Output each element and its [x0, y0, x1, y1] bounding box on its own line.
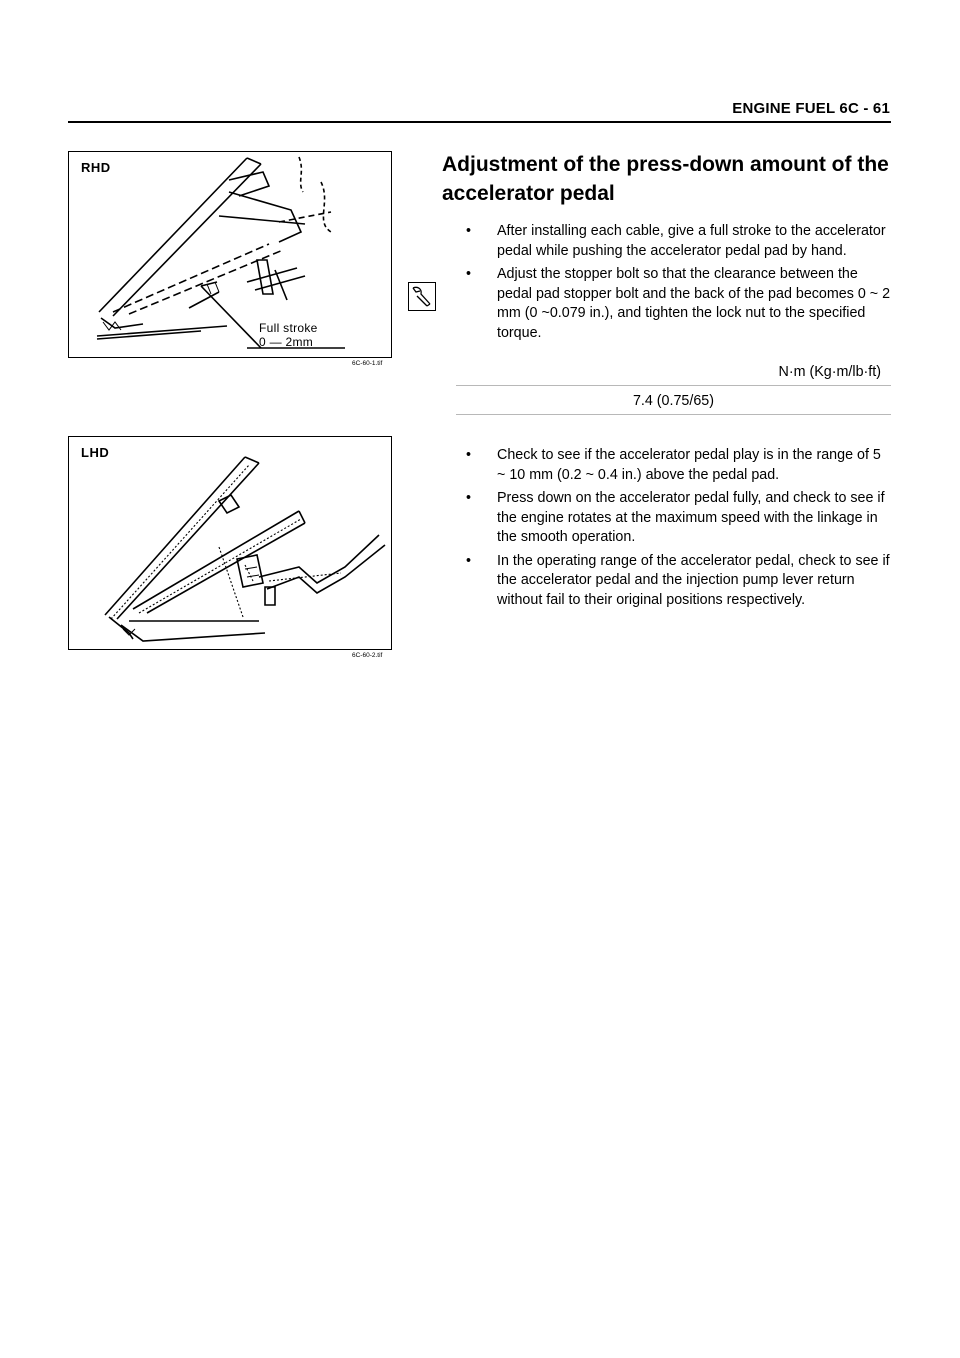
- step-text: After installing each cable, give a full stroke to the accelerator pedal while pushing the accelerator pedal pad by hand.: [497, 223, 886, 259]
- step-text: Press down on the accelerator pedal fully, and check to see if the engine rotates at the maximum speed with the linkage in the smooth operation.: [497, 490, 885, 545]
- figure-tag-rhd: RHD: [81, 160, 111, 175]
- figure-caption-rhd: 6C-60-1.tif: [352, 360, 383, 367]
- list-item: [466, 222, 891, 261]
- figure-lhd: [68, 436, 392, 650]
- step-text: In the operating range of the accelerator pedal, check to see if the accelerator pedal and the injection pump lever return without fail to their original positions respectively.: [497, 552, 890, 608]
- torque-value: 7.4 (0.75/65): [632, 393, 715, 409]
- step-text: Check to see if the accelerator pedal play is in the range of 5 ~ 10 mm (0.2 ~ 0.4 in.) above the pedal pad.: [497, 447, 881, 483]
- section-title: Adjustment of the press-down amount of the accelerator pedal: [442, 153, 889, 205]
- torque-wrench-icon: [408, 282, 436, 311]
- page-header-title: ENGINE FUEL 6C - 61: [732, 100, 890, 117]
- list-item: [466, 446, 891, 485]
- list-item: [466, 552, 891, 611]
- list-item: [466, 489, 891, 548]
- figure-tag-lhd: LHD: [81, 445, 110, 460]
- bullet-icon: •: [466, 223, 472, 239]
- step-text: Adjust the stopper bolt so that the clearance between the pedal pad stopper bolt and the back of the pad becomes 0 ~ 2 mm (0 ~0.079 in.), and tighten the lock nut to the specified torque.: [497, 266, 891, 341]
- header-rule: [68, 121, 891, 123]
- full-stroke-label: Full stroke: [259, 321, 318, 335]
- bullet-icon: •: [466, 447, 472, 463]
- torque-unit-label: N·m (Kg·m/lb·ft): [778, 364, 881, 380]
- list-item: [466, 265, 891, 343]
- procedure-list-b: [466, 446, 891, 614]
- clearance-range-label: 0 — 2mm: [259, 335, 314, 349]
- torque-rule-top: [456, 385, 891, 386]
- torque-rule-bottom: [456, 414, 891, 415]
- pedal-diagram-lhd: [69, 437, 391, 649]
- bullet-icon: •: [466, 552, 472, 569]
- procedure-list-a: [466, 222, 891, 347]
- bullet-icon: •: [466, 490, 472, 506]
- pedal-diagram-rhd: [69, 152, 391, 357]
- figure-caption-lhd: 6C-60-2.tif: [352, 652, 383, 659]
- bullet-icon: •: [466, 266, 472, 282]
- figure-rhd: [68, 151, 392, 358]
